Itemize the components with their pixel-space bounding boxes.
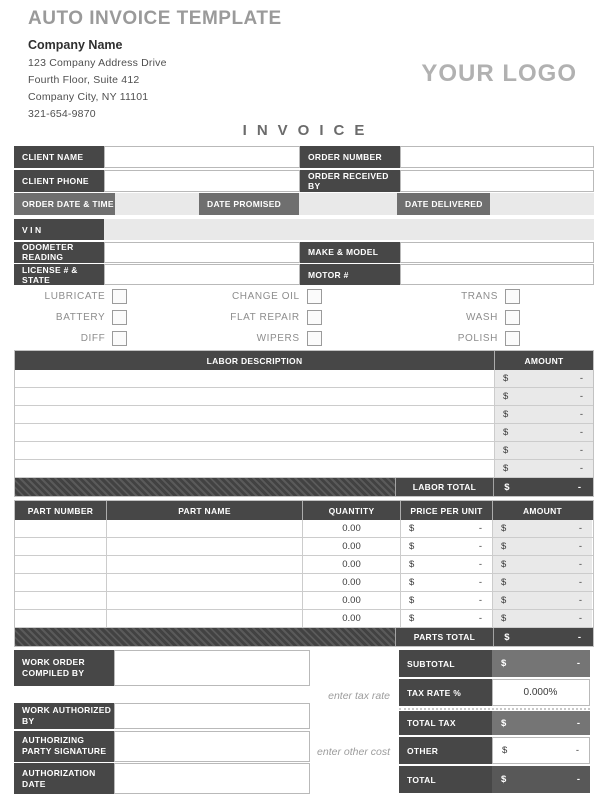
labor-total-label: LABOR TOTAL [395,478,494,496]
amount-value: - [578,523,582,534]
work-order-row [14,650,310,686]
part-number-header: PART NUMBER [27,505,94,516]
odometer-input[interactable] [104,242,300,263]
service-checkbox[interactable] [505,331,520,346]
currency-symbol: $ [504,631,510,643]
authorization-date-label: AUTHORIZATION DATE [14,763,114,794]
service-label: POLISH [457,332,498,344]
work-order-compiled-by-input[interactable] [114,650,310,686]
currency-symbol: $ [409,577,415,588]
quantity-cell[interactable]: 0.00 [302,538,400,555]
currency-symbol: $ [501,595,507,606]
labor-description-cell[interactable] [15,406,494,423]
order-dates-row [14,193,594,215]
order-date-time-label: ORDER DATE & TIME [14,193,115,215]
labor-row [15,460,593,478]
service-checkbox[interactable] [112,331,127,346]
grand-total-row [399,766,590,793]
labor-description-header: LABOR DESCRIPTION [206,355,303,366]
date-delivered-input[interactable] [490,193,594,215]
work-authorized-by-label: WORK AUTHORIZED BY [14,703,114,729]
license-input[interactable] [104,264,300,285]
total-tax-label: TOTAL TAX [399,711,492,735]
parts-row [15,538,593,556]
labor-amount-cell[interactable] [494,442,593,459]
order-received-by-input[interactable] [400,170,594,192]
quantity-header: QUANTITY [302,501,400,520]
quantity-cell[interactable]: 0.00 [302,520,400,537]
parts-total-row [15,628,593,646]
price-value: - [478,613,482,624]
labor-amount-cell[interactable] [494,388,593,405]
price-per-unit-cell[interactable] [400,574,492,591]
service-checkbox[interactable] [307,331,322,346]
currency-symbol: $ [501,717,507,729]
amount-value: - [578,541,582,552]
logo-placeholder: YOUR LOGO [421,60,577,87]
price-value: - [478,559,482,570]
order-received-by-label: ORDER RECEIVED BY [300,170,400,192]
parts-row [15,574,593,592]
other-label: OTHER [399,737,492,764]
vehicle-info-table [14,219,594,287]
labor-total-value [493,478,593,496]
service-item [207,330,400,346]
quantity-cell[interactable]: 0.00 [302,574,400,591]
odometer-row [14,242,594,263]
authorization-date-row [14,763,310,794]
service-label: WIPERS [256,332,300,344]
part-name-cell[interactable] [106,610,302,627]
service-label: DIFF [80,332,106,344]
parts-row [15,556,593,574]
price-value: - [478,577,482,588]
company-name: Company Name [28,38,123,52]
amount-value: - [578,595,582,606]
parts-row [15,592,593,610]
part-number-cell[interactable] [15,574,106,591]
client-name-input[interactable] [104,146,300,168]
price-per-unit-cell[interactable] [400,538,492,555]
labor-table-header [15,351,593,370]
page-title: AUTO INVOICE TEMPLATE [28,8,282,29]
currency-symbol: $ [409,523,415,534]
subtotal-row [399,650,590,677]
parts-total-label: PARTS TOTAL [395,628,494,646]
price-per-unit-cell[interactable] [400,556,492,573]
service-item [14,288,207,304]
parts-amount-cell [492,574,592,591]
motor-label: MOTOR # [300,264,400,285]
date-delivered-label: DATE DELIVERED [397,193,490,215]
service-item [401,288,594,304]
motor-input[interactable] [400,264,594,285]
summary-table [399,650,590,795]
date-promised-input[interactable] [299,193,397,215]
part-number-cell[interactable] [15,610,106,627]
labor-amount-header: AMOUNT [494,351,593,370]
client-name-row [14,146,594,168]
work-order-compiled-by-label: WORK ORDER COMPILED BY [14,650,114,686]
make-model-input[interactable] [400,242,594,263]
amount-value: - [579,409,583,420]
currency-symbol: $ [503,427,509,438]
license-row [14,264,594,285]
currency-symbol: $ [409,595,415,606]
subtotal-value [492,650,590,677]
service-label: LUBRICATE [44,290,106,302]
labor-description-cell[interactable] [15,388,494,405]
client-phone-row [14,170,594,192]
price-per-unit-cell[interactable] [400,592,492,609]
service-label: FLAT REPAIR [230,311,300,323]
part-name-cell[interactable] [106,574,302,591]
other-input[interactable] [492,737,590,764]
order-number-input[interactable] [400,146,594,168]
parts-amount-header: AMOUNT [492,501,592,520]
currency-symbol: $ [504,481,510,493]
price-per-unit-cell[interactable] [400,520,492,537]
currency-symbol: $ [501,523,507,534]
service-label: TRANS [461,290,498,302]
labor-amount-cell[interactable] [494,460,593,477]
currency-symbol: $ [503,445,509,456]
labor-amount-cell[interactable] [494,370,593,387]
part-number-cell[interactable] [15,556,106,573]
part-name-header: PART NAME [106,501,302,520]
hatched-filler [15,478,395,496]
parts-amount-cell [492,556,592,573]
tax-rate-label: TAX RATE % [399,679,492,706]
service-checkbox[interactable] [112,289,127,304]
amount-value: - [578,613,582,624]
hatched-filler [15,628,395,646]
part-name-cell[interactable] [106,556,302,573]
client-phone-label: CLIENT PHONE [14,170,104,192]
service-item [401,330,594,346]
parts-amount-cell [492,538,592,555]
currency-symbol: $ [409,613,415,624]
order-info-table [14,146,594,217]
part-number-cell[interactable] [15,520,106,537]
quantity-cell[interactable]: 0.00 [302,610,400,627]
amount-value: - [579,427,583,438]
parts-amount-cell [492,592,592,609]
tax-rate-hint: enter tax rate [328,690,390,702]
service-checkbox-grid [14,288,594,346]
vin-input[interactable] [104,219,594,240]
client-phone-input[interactable] [104,170,300,192]
service-label: BATTERY [55,311,106,323]
currency-symbol: $ [503,463,509,474]
labor-amount-cell[interactable] [494,406,593,423]
currency-symbol: $ [503,391,509,402]
tax-rate-input[interactable]: 0.000% [492,679,590,706]
service-item [207,309,400,325]
parts-row [15,610,593,628]
service-checkbox[interactable] [112,310,127,325]
service-item [14,330,207,346]
parts-rows [15,520,593,628]
company-phone: 321-654-9870 [28,108,96,120]
other-row [399,737,590,764]
parts-table-header [15,501,593,520]
service-checkbox[interactable] [307,289,322,304]
order-date-time-input[interactable] [115,193,199,215]
parts-total-value [493,628,593,646]
part-name-cell[interactable] [106,592,302,609]
service-checkbox[interactable] [307,310,322,325]
currency-symbol: $ [501,774,507,785]
parts-table [14,500,594,647]
work-authorized-by-input[interactable] [114,703,310,729]
labor-total-row [15,478,593,496]
labor-description-cell[interactable] [15,424,494,441]
labor-total-amount: - [577,481,581,493]
parts-amount-cell [492,520,592,537]
labor-row [15,406,593,424]
order-number-label: ORDER NUMBER [300,146,400,168]
currency-symbol: $ [501,658,507,669]
amount-value: - [579,373,583,384]
odometer-label: ODOMETER READING [14,242,104,263]
parts-total-amount: - [577,631,581,643]
service-checkbox[interactable] [505,310,520,325]
authorization-date-input[interactable] [114,763,310,794]
part-number-cell[interactable] [15,592,106,609]
part-number-cell[interactable] [15,538,106,555]
price-value: - [478,541,482,552]
make-model-label: MAKE & MODEL [300,242,400,263]
labor-row [15,370,593,388]
currency-symbol: $ [503,373,509,384]
amount-value: - [579,445,583,456]
amount-value: - [578,577,582,588]
vin-label: VIN [14,219,104,240]
amount-value: - [579,391,583,402]
service-label: WASH [465,311,498,323]
labor-row [15,388,593,406]
part-name-cell[interactable] [106,520,302,537]
service-label: CHANGE OIL [231,290,300,302]
quantity-cell[interactable]: 0.00 [302,592,400,609]
other-amount: - [575,745,579,756]
quantity-cell[interactable]: 0.00 [302,556,400,573]
labor-row [15,442,593,460]
company-address-line2: Fourth Floor, Suite 412 [28,74,140,86]
work-authorized-row [14,703,310,729]
vin-row [14,219,594,240]
total-tax-amount: - [576,717,580,729]
other-cost-hint: enter other cost [317,746,390,758]
currency-symbol: $ [501,613,507,624]
price-per-unit-header: PRICE PER UNIT [400,501,492,520]
labor-row [15,424,593,442]
labor-amount-cell[interactable] [494,424,593,441]
authorizing-party-signature-label: AUTHORIZING PARTY SIGNATURE [14,731,114,762]
currency-symbol: $ [409,559,415,570]
company-address-line3: Company City, NY 11101 [28,91,149,103]
service-checkbox[interactable] [505,289,520,304]
total-tax-row [399,708,590,735]
invoice-heading: INVOICE [242,122,375,139]
total-tax-value [492,711,590,735]
currency-symbol: $ [503,409,509,420]
company-address-line1: 123 Company Address Drive [28,57,167,69]
license-label: LICENSE # & STATE [14,264,104,285]
currency-symbol: $ [502,745,508,756]
amount-value: - [578,559,582,570]
labor-rows [15,370,593,478]
grand-total-amount: - [576,774,580,785]
date-promised-label: DATE PROMISED [199,193,299,215]
amount-value: - [579,463,583,474]
service-item [14,309,207,325]
labor-description-cell[interactable] [15,460,494,477]
service-item [207,288,400,304]
currency-symbol: $ [501,577,507,588]
parts-row [15,520,593,538]
tax-rate-row [399,679,590,706]
currency-symbol: $ [501,559,507,570]
work-order-block [14,650,310,688]
price-per-unit-cell[interactable] [400,610,492,627]
labor-table [14,350,594,497]
grand-total-label: TOTAL [399,766,492,793]
currency-symbol: $ [501,541,507,552]
price-value: - [478,595,482,606]
subtotal-amount: - [576,658,580,669]
price-value: - [478,523,482,534]
part-name-cell[interactable] [106,538,302,555]
service-item [401,309,594,325]
subtotal-label: SUBTOTAL [399,650,492,677]
labor-description-cell[interactable] [15,370,494,387]
labor-description-cell[interactable] [15,442,494,459]
currency-symbol: $ [409,541,415,552]
parts-amount-cell [492,610,592,627]
grand-total-value [492,766,590,793]
client-name-label: CLIENT NAME [14,146,104,168]
